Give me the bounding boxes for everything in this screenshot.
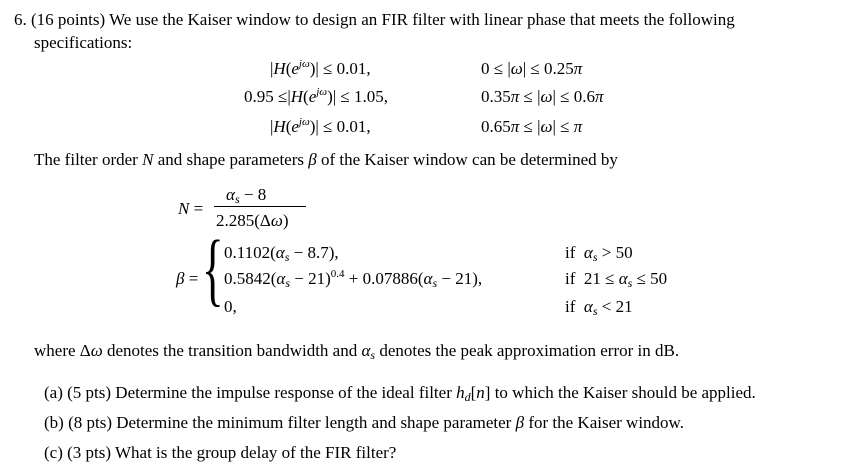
beta-case-1-expr: $0.1102(\alpha_s - 8.7)$, [224,243,339,264]
spec-row-2-right: 0.35π ≤ |ω| ≤ 0.6π [481,87,604,106]
spec-row-3-left: $|H(e^{j\omega})| \le 0.01$, [270,116,371,136]
spec-row-1-left: $|H(e^{j\omega})| \le 0.01$, [270,58,371,78]
part-c [44,444,396,461]
part-b-label: (b) [44,413,64,432]
formula-N-denominator: 2.285(Δω) [216,211,289,230]
beta-case-2-cond: if $21 \le \alpha_s \le 50$ [565,269,668,290]
problem-intro-line1: We use the Kaiser window to design an FIR filter with linear phase that meets the following [109,10,735,29]
beta-case-1-cond: if $\alpha_s > 50$ [565,243,633,264]
spec-row-3-right: 0.65π ≤ |ω| ≤ π [481,117,583,136]
part-c-label: (c) [44,443,63,462]
part-a-label: (a) [44,383,63,402]
problem-number: 6. [14,10,27,29]
formula-N-numerator: $\alpha_s - 8$ [226,185,267,206]
formula-beta-lhs: β = [176,269,199,288]
problem-points: (16 points) [31,10,106,29]
formula-N-lhs: N = [178,199,204,218]
beta-case-3-cond: if $\alpha_s < 21$ [565,297,633,318]
beta-case-3-expr: 0, [224,297,237,316]
formula-N-fraction-bar [214,206,306,207]
part-c-text: (3 pts) What is the group delay of the FIR filter? [67,443,397,462]
spec-row-1-right: 0 ≤ |ω| ≤ 0.25π [481,59,583,78]
part-a: (a) (5 pts) Determine the impulse response of the ideal filter $h_d[n]$ to which the Kaiser should be applied. [44,383,756,404]
problem-intro-line2: specifications: [34,33,133,52]
spec-row-2-left: $0.95 \le|H(e^{j\omega})| \le 1.05$, [244,86,388,106]
part-b: (b) (8 pts) Determine the minimum filter length and shape parameter β for the Kaiser window. [44,413,684,432]
left-brace-icon: { [202,223,224,314]
text-filter-order: The filter order N and shape parameters β of the Kaiser window can be determined by [34,150,618,169]
text-where: where Δω denotes the transition bandwidth and $\alpha_s$ denotes the peak approximation error in dB. [34,341,680,362]
beta-case-2-expr: $0.5842(\alpha_s - 21)^{0.4} + 0.07886(\alpha_s - 21)$, [224,268,483,290]
problem-header [14,11,735,28]
